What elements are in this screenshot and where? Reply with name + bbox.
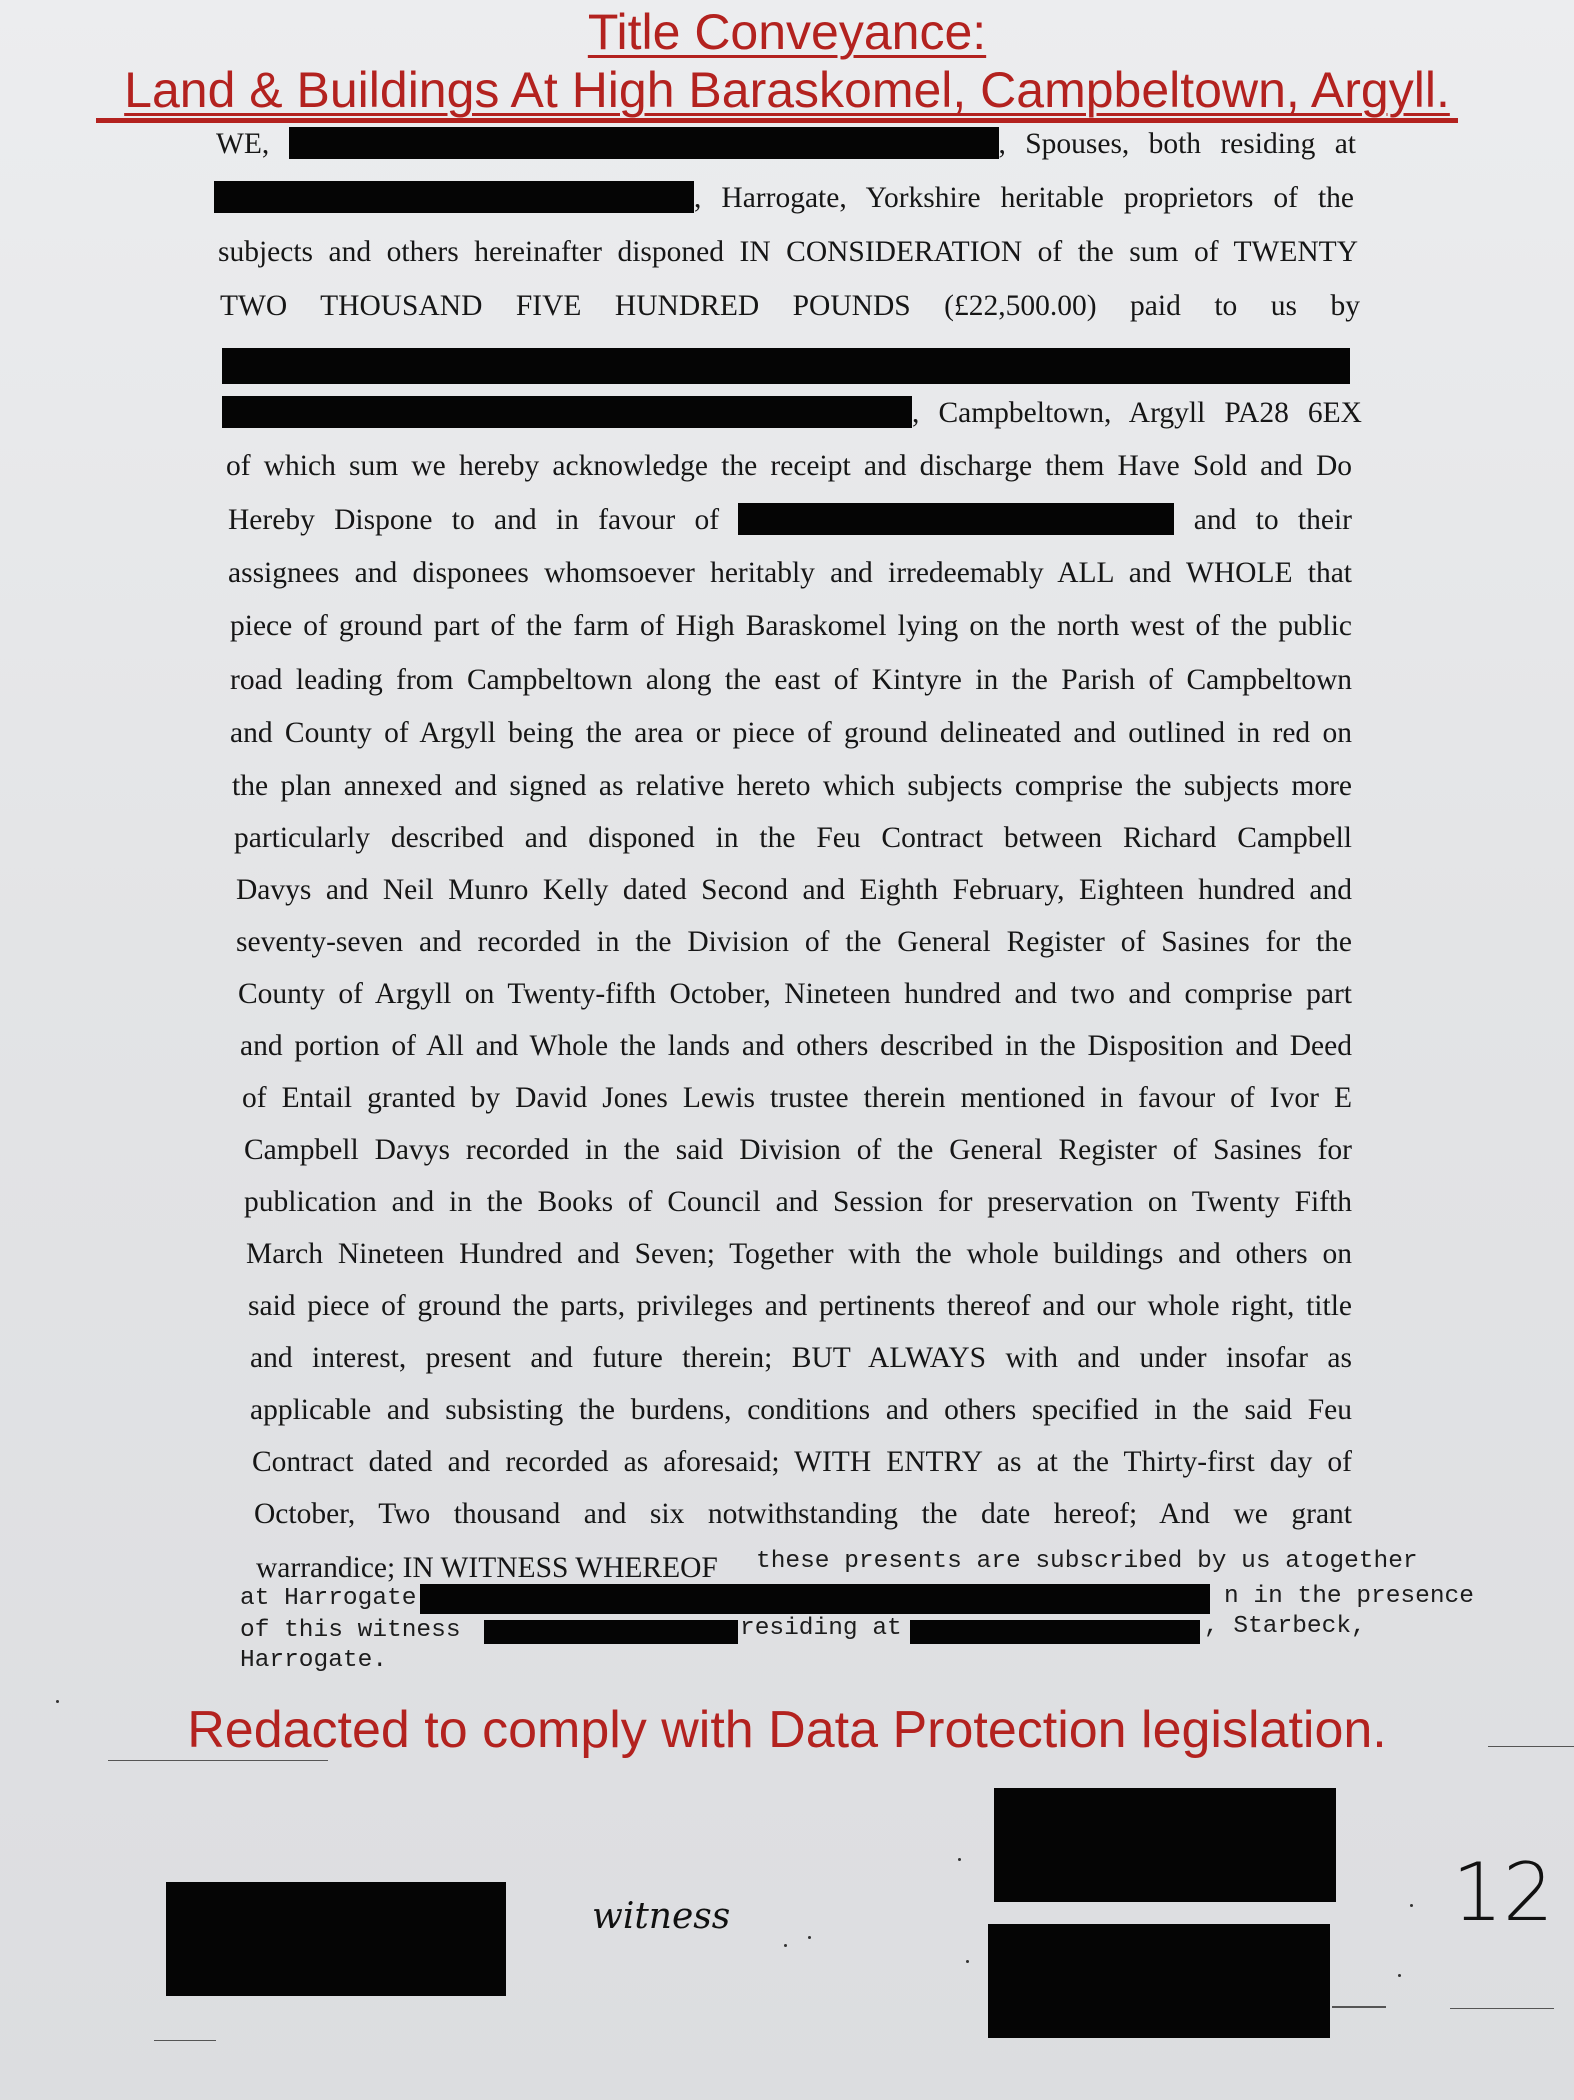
body-line-14: particularly described and disponed in the Feu Contract between Richard Campbell [234,822,1352,854]
body-line-2 [214,178,1354,218]
body-text: WE, [216,128,289,160]
body-line-13: the plan annexed and signed as relative hereto which subjects comprise the subjects more [232,770,1352,802]
typed-text: at Harrogate [240,1585,417,1612]
redaction-notice: Redacted to comply with Data Protection legislation. [187,1701,1387,1759]
body-line-3: subjects and others hereinafter disponed IN CONSIDERATION of the sum of TWENTY [218,236,1358,268]
body-line-26: Contract dated and recorded as aforesaid; WITH ENTRY as at the Thirty-first day of [252,1446,1352,1478]
signature-line [154,2040,216,2041]
body-line-16: seventy-seven and recorded in the Division of the General Register of Sasines for the [236,926,1352,958]
body-line-23: said piece of ground the parts, privileges and pertinents thereof and our whole right, title [248,1290,1352,1322]
body-text: and to their [1174,504,1352,536]
typed-text: of this witness [240,1617,461,1644]
typed-text: these presents are subscribed by us atogether [756,1548,1418,1575]
body-line-10: piece of ground part of the farm of High Baraskomel lying on the north west of the public [230,610,1352,642]
body-text: Hereby Dispone to and in favour of [228,504,739,536]
signature-redaction [994,1788,1336,1902]
redaction-box [420,1584,1210,1614]
speck [958,1858,961,1861]
redaction-box [214,181,694,213]
speck [784,1944,787,1947]
redaction-box [910,1620,1200,1644]
speck [1410,1904,1413,1907]
typed-text: n in the presence [1224,1583,1474,1610]
typed-text: Harrogate. [240,1647,388,1674]
body-line-27: October, Two thousand and six notwithstanding the date hereof; And we grant [254,1498,1352,1530]
page-number: 12 [1452,1846,1554,1939]
body-text: , Harrogate, Yorkshire heritable proprietors of the [694,182,1354,214]
redaction-box [738,503,1174,535]
speck [56,1700,59,1703]
typed-text: , Starbeck, [1204,1613,1366,1640]
body-line-22: March Nineteen Hundred and Seven; Together with the whole buildings and others on [246,1238,1352,1270]
body-line-1 [216,124,1356,164]
speck [808,1936,811,1939]
witness-handwriting: witness [592,1896,731,1937]
body-line-4: TWO THOUSAND FIVE HUNDRED POUNDS (£22,500.00) paid to us by [220,290,1360,322]
signature-line [1488,1746,1574,1747]
redaction-box [222,348,1350,384]
body-line-9: assignees and disponees whomsoever heritably and irredeemably ALL and WHOLE that [228,557,1352,589]
body-text: warrandice; IN WITNESS WHEREOF [256,1552,718,1584]
redaction-box [289,127,999,159]
body-line-8 [228,500,1352,540]
document-title: Title Conveyance: [587,4,987,60]
body-line-20: Campbell Davys recorded in the said Division of the General Register of Sasines for [244,1134,1352,1166]
signature-line [1332,2006,1386,2008]
body-line-7: of which sum we hereby acknowledge the receipt and discharge them Have Sold and Do [226,450,1352,482]
signature-line [1450,2008,1554,2009]
body-line-18: and portion of All and Whole the lands and others described in the Disposition and Deed [240,1030,1352,1062]
speck [966,1960,969,1963]
body-line-17: County of Argyll on Twenty-fifth October, Nineteen hundred and two and comprise part [238,978,1352,1010]
signature-line [108,1760,328,1761]
body-line-11: road leading from Campbeltown along the east of Kintyre in the Parish of Campbeltown [230,664,1352,696]
body-line-25: applicable and subsisting the burdens, conditions and others specified in the said Feu [250,1394,1352,1426]
signature-redaction [166,1882,506,1996]
body-line-21: publication and in the Books of Council and Session for preservation on Twenty Fifth [244,1186,1352,1218]
redaction-box [222,396,912,428]
redaction-box [484,1620,738,1644]
typed-text: residing at [740,1615,902,1642]
body-text: , Spouses, both residing at [998,128,1356,160]
body-line-6 [222,393,1362,433]
body-line-19: of Entail granted by David Jones Lewis trustee therein mentioned in favour of Ivor E [242,1082,1352,1114]
body-line-12: and County of Argyll being the area or piece of ground delineated and outlined in red on [230,717,1352,749]
body-line-15: Davys and Neil Munro Kelly dated Second and Eighth February, Eighteen hundred and [236,874,1352,906]
signature-redaction [988,1924,1330,2038]
body-line-24: and interest, present and future therein; BUT ALWAYS with and under insofar as [250,1342,1352,1374]
speck [1398,1974,1401,1977]
title-underline [96,118,1458,123]
body-text: , Campbeltown, Argyll PA28 6EX [912,397,1362,429]
document-subtitle: Land & Buildings At High Baraskomel, Campbeltown, Argyll. [124,62,1450,118]
